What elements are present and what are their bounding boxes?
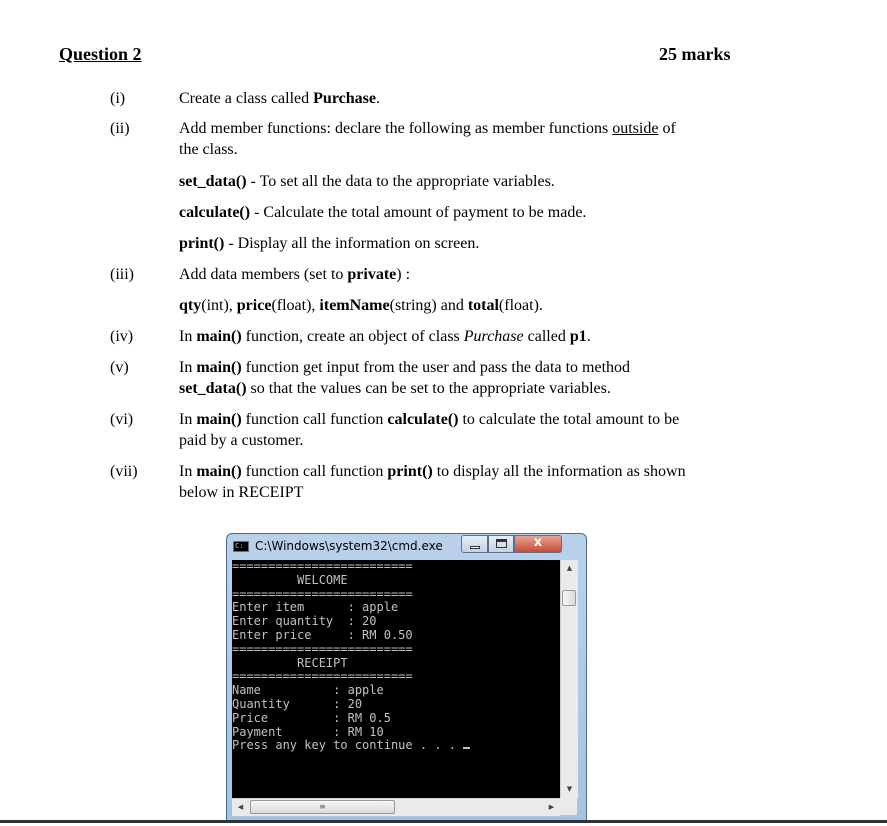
item-number: (iv) [110, 328, 134, 345]
console-window [226, 533, 587, 823]
console-line: Enter price : RM 0.50 [232, 627, 413, 642]
text-run: price [236, 297, 272, 314]
item-text [179, 202, 754, 223]
item-number: (v) [110, 359, 129, 376]
text-run: itemName [319, 297, 390, 314]
text-run: so that the values can be set to the appropriate variables. [246, 380, 611, 397]
item-text [179, 233, 754, 254]
item-text [179, 409, 754, 451]
text-line [179, 430, 754, 451]
scroll-left-arrow-icon[interactable]: ◀ [237, 803, 244, 811]
text-run: calculate() [179, 204, 251, 221]
text-run: function get input from the user and pass the data to method [241, 359, 631, 376]
text-run: (float), [271, 297, 320, 314]
item-text [179, 264, 754, 285]
console-text [232, 560, 560, 753]
text-run: function call function [241, 411, 388, 428]
console-line: Enter item : apple [232, 600, 399, 615]
vertical-scrollbar[interactable] [560, 560, 578, 798]
text-run: Add data members (set to [179, 266, 348, 283]
console-titlebar[interactable] [227, 534, 586, 559]
item-text [179, 88, 754, 109]
console-line: ========================= [232, 586, 413, 601]
close-icon: x [533, 535, 543, 550]
item-number: (ii) [110, 120, 130, 137]
text-run: (string) and [389, 297, 468, 314]
horizontal-scrollbar[interactable] [232, 798, 560, 816]
scroll-down-arrow-icon[interactable]: ▼ [566, 785, 573, 793]
text-run: set_data() [179, 380, 247, 397]
console-line: ========================= [232, 641, 413, 656]
text-run: main() [196, 359, 242, 376]
text-line [179, 357, 754, 378]
console-line: Press any key to continue . . . [232, 739, 560, 753]
text-line [179, 482, 754, 503]
text-run: Create a class called [179, 90, 314, 107]
text-run: set_data() [179, 173, 247, 190]
text-run: to calculate the total amount to be [458, 411, 680, 428]
text-run: main() [196, 328, 242, 345]
item-text [179, 357, 754, 399]
console-cursor [463, 747, 470, 749]
item-text [179, 118, 754, 160]
vertical-scroll-thumb[interactable] [562, 590, 576, 606]
text-run: main() [196, 411, 242, 428]
maximize-button[interactable] [488, 535, 514, 553]
text-run: . [375, 90, 380, 107]
text-line [179, 378, 754, 399]
console-line: RECEIPT [232, 655, 348, 670]
text-run: . [586, 328, 591, 345]
text-run: - Calculate the total amount of payment to be made. [250, 204, 587, 221]
console-line: Price : RM 0.5 [232, 710, 391, 725]
item-text [179, 171, 754, 192]
text-run: calculate() [387, 411, 459, 428]
text-run: outside [612, 120, 659, 137]
console-line: Quantity : 20 [232, 696, 363, 711]
text-run: In [179, 411, 197, 428]
text-run: print() [387, 463, 433, 480]
text-line [179, 461, 754, 482]
console-line: ========================= [232, 669, 413, 684]
item-text [179, 295, 754, 316]
text-run: qty [179, 297, 202, 314]
text-run: main() [196, 463, 242, 480]
scroll-up-arrow-icon[interactable]: ▲ [566, 564, 573, 572]
close-button[interactable] [514, 535, 562, 553]
text-run: Add member functions: declare the following as member functions [179, 120, 613, 137]
text-run: In [179, 463, 197, 480]
text-run: In [179, 328, 197, 345]
text-run: of [658, 120, 676, 137]
text-run: - Display all the information on screen. [224, 235, 480, 252]
text-line [179, 118, 754, 139]
text-run: p1 [569, 328, 587, 345]
page-bottom-rule [0, 820, 887, 823]
text-run: function call function [241, 463, 388, 480]
resize-grip[interactable] [560, 798, 577, 815]
text-line [179, 139, 754, 160]
horizontal-scroll-thumb[interactable]: ≡ [250, 800, 395, 814]
item-number: (i) [110, 90, 126, 107]
text-run: print() [179, 235, 225, 252]
text-run: below in RECEIPT [179, 484, 304, 501]
minimize-button[interactable] [461, 535, 488, 553]
console-app-icon[interactable]: C: [233, 541, 249, 552]
text-run: Purchase [463, 328, 524, 345]
text-run: ) : [396, 266, 411, 283]
text-run: - To set all the data to the appropriate variables. [246, 173, 555, 190]
text-run: paid by a customer. [179, 432, 304, 449]
text-run: (int), [201, 297, 237, 314]
item-text [179, 326, 754, 347]
text-run: the class. [179, 141, 238, 158]
text-run: called [523, 328, 570, 345]
text-run: (float). [498, 297, 543, 314]
item-number: (vii) [110, 463, 138, 480]
console-line: ========================= [232, 560, 413, 573]
console-line: Payment : RM 10 [232, 724, 384, 739]
scroll-right-arrow-icon[interactable]: ▶ [548, 803, 555, 811]
text-line [179, 409, 754, 430]
marks-label: 25 marks [659, 44, 731, 64]
text-run: function, create an object of class [241, 328, 464, 345]
console-window-title: C:\Windows\system32\cmd.exe [255, 539, 443, 553]
console-line: Enter quantity : 20 [232, 614, 377, 629]
console-line: Name : apple [232, 683, 384, 698]
console-line: WELCOME [232, 572, 348, 587]
console-output[interactable] [232, 560, 560, 798]
item-number: (iii) [110, 266, 134, 283]
text-run: total [467, 297, 499, 314]
item-text [179, 461, 754, 503]
text-run: private [347, 266, 397, 283]
text-run: In [179, 359, 197, 376]
text-run: Purchase [313, 90, 376, 107]
text-run: to display all the information as shown [432, 463, 686, 480]
item-number: (vi) [110, 411, 134, 428]
question-title: Question 2 [59, 44, 142, 64]
